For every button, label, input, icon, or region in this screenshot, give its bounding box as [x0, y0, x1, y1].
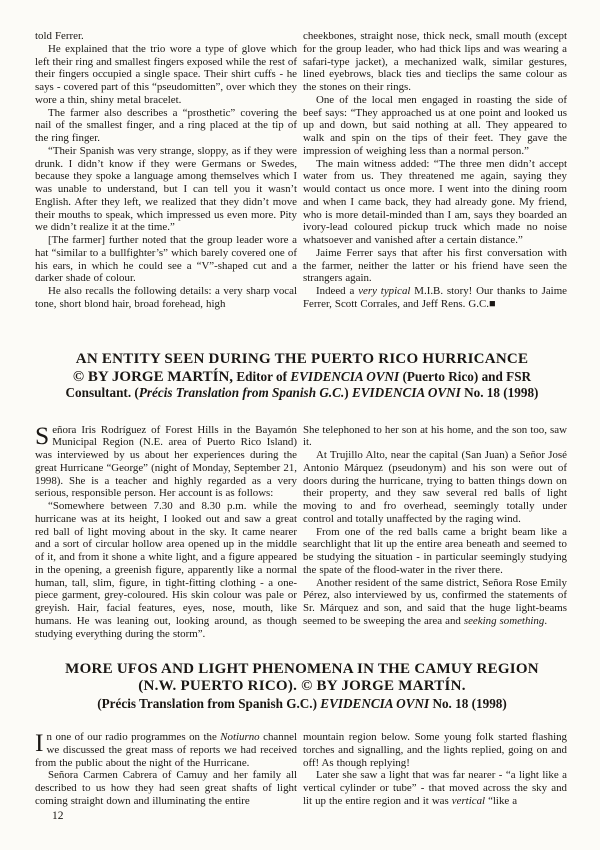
camuy-article-heading	[35, 661, 569, 713]
paragraph	[35, 30, 297, 43]
text-run: Notiurno	[220, 731, 260, 743]
entity-column-right	[303, 424, 567, 642]
page-number: 12	[52, 810, 64, 822]
paragraph	[35, 769, 297, 807]
entity-article-title	[35, 351, 569, 369]
camuy-article-byline	[35, 678, 569, 696]
paragraph	[35, 728, 298, 769]
text-run: Another resident of the same district, Señora Rose Emily Pérez, also interviewed by us, confirmed the statements of Sr. Márquez and son, and said that the huge light-beams seemed to be sweeping the area and	[303, 576, 567, 627]
text-run: vertical	[451, 794, 486, 807]
text-run: Consultant. (	[65, 385, 139, 400]
text-run: [The farmer] further noted that the group leader wore a hat “similar to a bullfighter’s” which barely covered one of his ears, in which he could see a “V”-shaped cut and a darker shade of colour.	[35, 234, 297, 285]
text-run: AN ENTITY SEEN DURING THE PUERTO RICO HURRICANCE	[75, 351, 529, 367]
paragraph	[303, 526, 567, 577]
paragraph	[35, 234, 297, 285]
text-run: EVIDENCIA OVNI	[320, 695, 430, 711]
text-run: From one of the red balls came a bright beam like a searchlight that lit up the entire area beneath and seemed to be studying the situation - in particular seemingly studying the spate of the flood-water in the river there.	[303, 525, 567, 576]
text-run: seeking something	[463, 614, 545, 627]
entity-article-heading	[35, 351, 569, 402]
text-run: One of the local men engaged in roasting the side of beef says: “They approached us at one point and looked us up and down, but said nothing at all. They appeared to walk and spin on the tips of their feet. They gave the impression of weighing less than a normal person.”	[303, 93, 567, 157]
text-run: At Trujillo Alto, near the capital (San Juan) a Señor José Antonio Márquez (pseudonym) and his son were out of doors during the hurricane, trying to batten things down on their property, and they saw several red balls of light moving to and fro overhead, seemingly totally under control and totally unaffected by the raging wind.	[303, 449, 567, 525]
text-run: The farmer also describes a “prosthetic” covering the nail of the smallest finger, and a ring placed at the tip of the ring finger.	[35, 106, 297, 144]
camuy-article-source	[35, 696, 569, 713]
text-run: “Somewhere between 7.30 and 8.30 p.m. while the hurricane was at its height, I looked out and saw a great red ball of light moving about in the sky. It came nearer and a sort of circular hollow area opened up in the middle of it, and from it shone a white light, and a figure appeared in the opening, a greenish figure, apparently like a normal human, tall, slim, figure, in tight-fitting clothing - a one-piece garment, grey-coloured. His skin colour was pale or greyish. Hair, facial features, eyes, nose, mouth, like humans. He was leaning out, looking around, as though studying everything during the storm”.	[35, 500, 297, 640]
text-run: Señora Carmen Cabrera of Camuy and her family all described to us how they had seen great shafts of light coming straight down and illuminating the entire	[35, 769, 297, 807]
mib-column-left	[35, 30, 297, 311]
text-run: (Puerto Rico) and FSR	[399, 368, 532, 384]
text-run: eñora Iris Rodríguez of Forest Hills in the Bayamón Municipal Region (N.E. area of Puerto Rico Island) was interviewed by us about her experiences during the great Hurricane “George” (night of Monday, September 21, 1998). She is a teacher and highly regarded as a very serious, responsible person. Her account is as follows:	[35, 423, 297, 500]
text-run: (Précis Translation from Spanish G.C.)	[97, 695, 321, 711]
paragraph	[303, 577, 567, 628]
text-run: No. 18 (1998)	[429, 695, 507, 711]
mib-column-right	[303, 30, 567, 311]
drop-cap: I	[35, 728, 44, 757]
paragraph	[303, 30, 567, 94]
text-run: M.I.B. story! Our thanks to Jaime Ferrer, Scott Corrales, and Jeff Rens. G.C.■	[303, 285, 567, 310]
entity-column-left	[35, 420, 297, 642]
text-run: Later she saw a light that was far nearer - “a light like a vertical cylinder or tube” - that moved across the sky and lit up the entire region and it was	[303, 769, 567, 807]
text-run: (N.W. PUERTO RICO). © BY JORGE MARTÍN.	[138, 678, 466, 694]
camuy-column-right	[303, 731, 567, 808]
text-run: mountain region below. Some young folk started flashing torches and signalling, and the lights replied, going on and off! As though replying!	[303, 731, 567, 769]
entity-article-body	[35, 420, 569, 642]
text-run: told Ferrer.	[35, 30, 84, 42]
mib-article-continuation	[35, 30, 569, 311]
text-run: EVIDENCIA OVNI	[351, 385, 461, 400]
paragraph	[303, 449, 567, 526]
text-run: No. 18 (1998)	[460, 385, 539, 400]
paragraph	[35, 500, 297, 640]
paragraph	[35, 285, 297, 311]
paragraph	[35, 145, 297, 234]
text-run: .	[544, 614, 548, 627]
text-run: “Their Spanish was very strange, sloppy, as if they were drunk. I didn’t know if they were Germans or Swedes, because they spoke a language among themselves which I was unable to understand, but I can tell you it wasn’t English. After they left, we realized that they didn’t move their mouths to speak, which impressed us even more. Pity we didn’t realize it at the time.”	[35, 144, 297, 234]
paragraph	[303, 424, 567, 450]
paragraph	[303, 285, 567, 311]
paragraph	[303, 731, 567, 769]
text-run: MORE UFOS AND LIGHT PHENOMENA IN THE CAMUY REGION	[65, 660, 539, 677]
camuy-article-body	[35, 728, 569, 808]
text-run: Jaime Ferrer says that after his first conversation with the farmer, neither the latter or his friend have seen the strangers again.	[303, 246, 567, 285]
text-run: She telephoned to her son at his home, and the son too, saw it.	[303, 423, 567, 449]
paragraph	[35, 420, 297, 501]
entity-article-source	[35, 385, 569, 402]
camuy-column-left	[35, 728, 298, 808]
text-run: He explained that the trio wore a type of glove which left their ring and smallest fingers exposed while the rest of their fingers occupied a single space. Their shirt cuffs - he says - covered part of this “pseudomitten”, over which they wore a thin, shiny metal bracelet.	[35, 42, 297, 106]
paragraph	[303, 94, 567, 158]
entity-article-byline	[35, 369, 569, 386]
paragraph	[35, 43, 297, 107]
text-run: Précis Translation from Spanish G.C.	[138, 385, 345, 400]
text-run: Indeed a	[316, 285, 359, 297]
text-run: channel we discussed the great mass of reports we had received from the public about the night of the Hurricane.	[35, 731, 298, 769]
text-run: “like a	[485, 794, 518, 807]
paragraph	[35, 107, 297, 145]
drop-cap: S	[35, 420, 50, 450]
text-run: The main witness added: “The three men didn’t accept water from us. They threatened me again, saying they would contact us once more. I went into the dining room and when I came back, they had already gone. My friend, who is more detail-minded than I am, says they boarded an ivory-lead coloured pickup truck which made no noise whatsoever and vanished after a certain distance.”	[303, 157, 567, 246]
camuy-article-title	[35, 661, 569, 679]
paragraph	[303, 158, 567, 247]
text-run: )	[344, 385, 352, 400]
text-run: Editor of	[233, 368, 291, 384]
paragraph	[303, 769, 567, 807]
text-run: EVIDENCIA OVNI	[290, 368, 400, 384]
text-run: He also recalls the following details: a very sharp vocal tone, short blond hair, broad forehead, high	[35, 285, 297, 310]
text-run: n one of our radio programmes on the	[46, 731, 221, 743]
text-run: cheekbones, straight nose, thick neck, small mouth (except for the group leader, who had thick lips and was wearing a safari-type jacket), a mechanized walk, similar gestures, lined eyebrows, black ties and tieclips the same colour as the stones on their rings.	[303, 30, 567, 93]
paragraph	[303, 247, 567, 285]
text-run: © BY JORGE MARTÍN,	[72, 368, 234, 385]
text-run: very typical	[358, 285, 411, 297]
